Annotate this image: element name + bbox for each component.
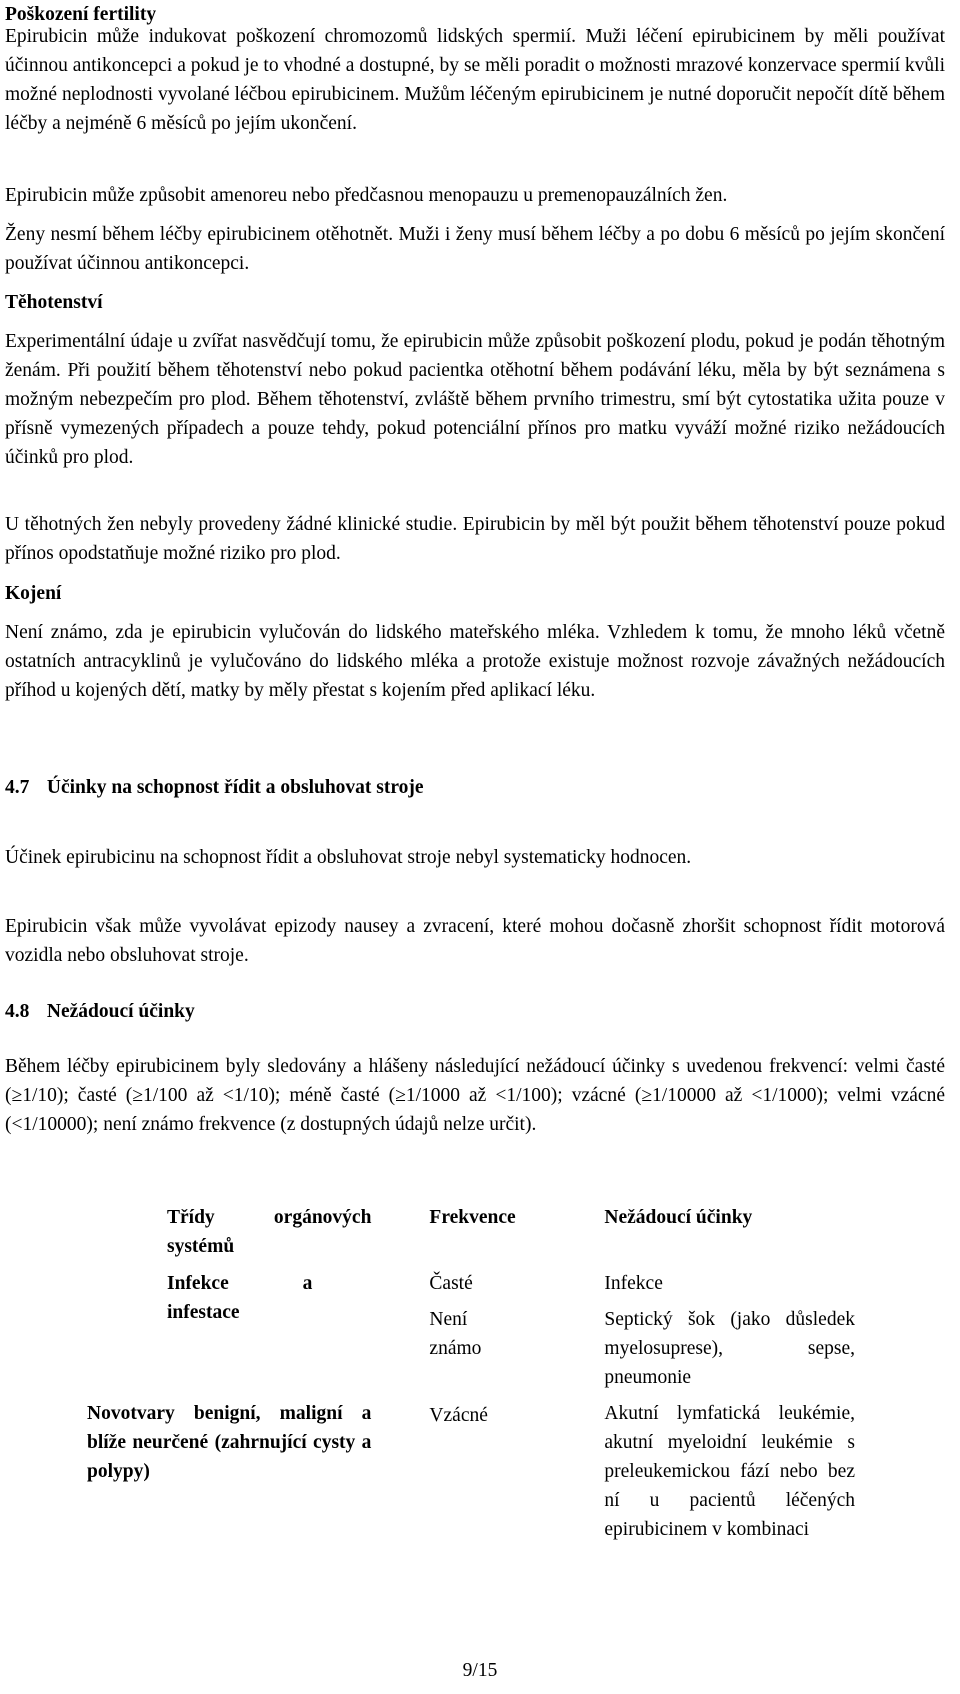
section-4-8-title: Nežádoucí účinky bbox=[46, 1001, 195, 1022]
adverse-effect-cell: Septický šok (jako důsledek myelosuprese), sepse, pneumonie bbox=[604, 1309, 855, 1388]
pregnancy-paragraph-1: Experimentální údaje u zvířat nasvědčují tomu, že epirubicin může způsobit poškození plodu, pokud je podán těhotným ženám. Při použití během těhotenství nebo pokud pacientka otěhotní během podávání léku, měla by být seznámena s možným nebezpečím pro plod. Během těhotenství, zvláště během prvního trimestru, smí být cytostatika užita pouze v přísně vymezených případech a pouze tehdy, pokud potenciální přínos pro matku vyváží možné riziko nežádoucích účinků pro plod. bbox=[5, 331, 945, 468]
frequency-cell: Není známo bbox=[429, 1309, 482, 1359]
adverse-effect-cell: Infekce bbox=[604, 1273, 663, 1294]
lactation-heading: Kojení bbox=[5, 583, 62, 604]
header-adverse-effect: Nežádoucí účinky bbox=[604, 1207, 753, 1228]
table-header-row bbox=[87, 1203, 855, 1269]
section-4-7-paragraph-1: Účinek epirubicinu na schopnost řídit a obsluhovat stroje nebyl systematicky hodnocen. bbox=[5, 847, 692, 868]
pregnancy-heading: Těhotenství bbox=[5, 292, 103, 313]
adverse-effects-table bbox=[87, 1203, 855, 1544]
frequency-cell: Vzácné bbox=[429, 1405, 488, 1426]
fertility-paragraph-1: Epirubicin může indukovat poškození chromozomů lidských spermií. Muži léčení epirubicinem by měli používat účinnou antikoncepci a pokud je to vhodné a dostupné, by se měli poradit o možnosti mrazové konzervace spermií kvůli možné neplodnosti vyvolané léčbou epirubicinem. Mužům léčeným epirubicinem je nutné doporučit nepočít dítě během léčby a nejméně 6 měsíců po jejím ukončení. bbox=[5, 26, 945, 134]
adverse-effect-cell: Akutní lymfatická leukémie, akutní myeloidní leukémie s preleukemickou fází nebo bez ní u pacientů léčených epirubicinem v kombinaci bbox=[604, 1403, 855, 1540]
fertility-heading: Poškození fertility bbox=[5, 4, 157, 25]
fertility-paragraph-2: Epirubicin může způsobit amenoreu nebo předčasnou menopauzu u premenopauzálních žen. bbox=[5, 185, 728, 206]
table-row bbox=[87, 1269, 855, 1305]
section-4-7-number: 4.7 bbox=[5, 777, 30, 798]
section-4-8-number: 4.8 bbox=[5, 1001, 30, 1022]
section-4-8-paragraph: Během léčby epirubicinem byly sledovány a hlášeny následující nežádoucí účinky s uvedenou frekvencí: velmi časté (≥1/10); časté (≥1/100 až <1/10); méně časté (≥1/1000 až <1/100); vzácné (≥1/10000 až <1/1000); velmi vzácné (<1/10000); není známo frekvence (z dostupných údajů nelze určit). bbox=[5, 1056, 945, 1135]
lactation-paragraph: Není známo, zda je epirubicin vylučován do lidského mateřského mléka. Vzhledem k tomu, že mnoho léků včetně ostatních antracyklinů je vylučováno do lidského mléka a protože existuje možnost rozvoje závažných nežádoucích příhod u kojených dětí, matky by měly přestat s kojením před aplikací léku. bbox=[5, 622, 945, 701]
page-number: 9/15 bbox=[462, 1660, 498, 1681]
header-frequency: Frekvence bbox=[429, 1207, 516, 1228]
header-organ-class: Třídy orgánových systémů bbox=[167, 1207, 372, 1257]
organ-class-cell: Novotvary benigní, maligní a blíže neurčené (zahrnující cysty a polypy) bbox=[87, 1403, 372, 1482]
pregnancy-paragraph-2: U těhotných žen nebyly provedeny žádné klinické studie. Epirubicin by měl být použit během těhotenství pouze pokud přínos opodstatňuje možné riziko pro plod. bbox=[5, 514, 945, 564]
section-4-7-title: Účinky na schopnost řídit a obsluhovat stroje bbox=[46, 777, 424, 798]
fertility-paragraph-3: Ženy nesmí během léčby epirubicinem otěhotnět. Muži i ženy musí během léčby a po dobu 6 měsíců po jejím skončení používat účinnou antikoncepci. bbox=[5, 224, 945, 274]
table-row bbox=[87, 1399, 855, 1544]
organ-class-cell: Infekce a infestace bbox=[167, 1273, 313, 1323]
section-4-7-heading bbox=[5, 773, 424, 802]
frequency-cell: Časté bbox=[429, 1273, 473, 1294]
section-4-7-paragraph-2: Epirubicin však může vyvolávat epizody nausey a zvracení, které mohou dočasně zhoršit schopnost řídit motorová vozidla nebo obsluhovat stroje. bbox=[5, 916, 945, 966]
section-4-8-heading bbox=[5, 997, 195, 1026]
